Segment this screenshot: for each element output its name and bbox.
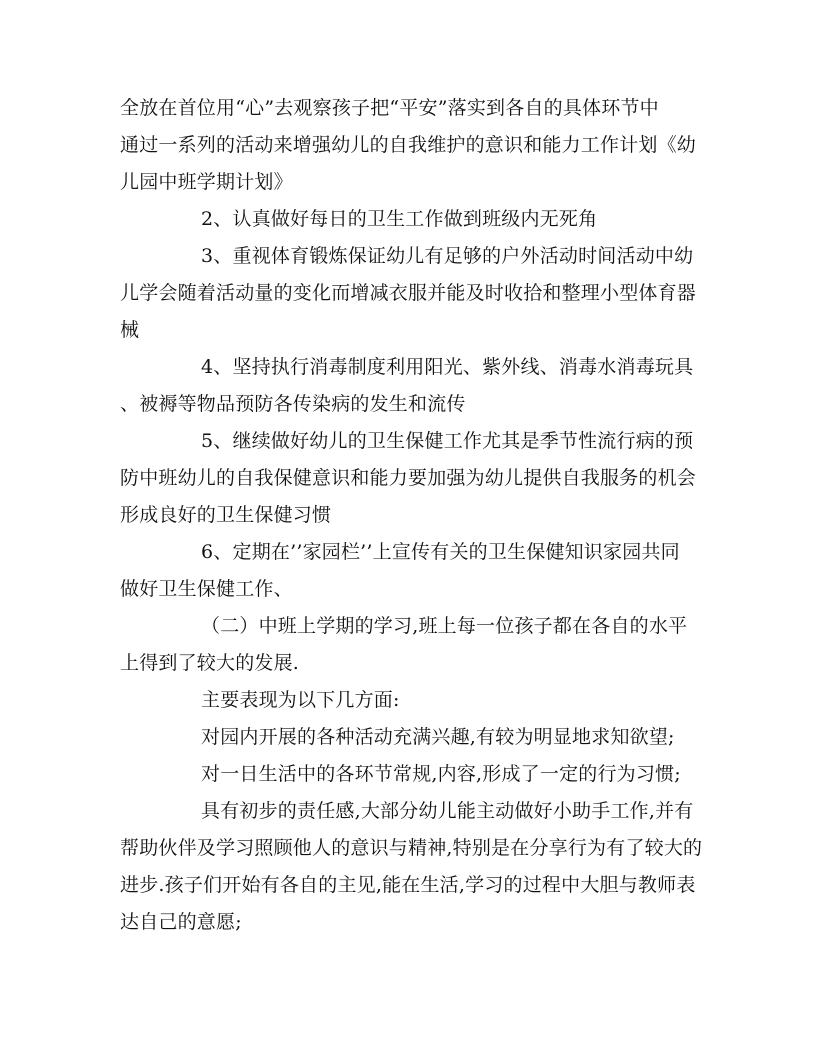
text-line: 儿学会随着活动量的变化而增减衣服并能及时收拾和整理小型体育器 [120, 282, 697, 304]
text-line: 防中班幼儿的自我保健意识和能力要加强为幼儿提供自我服务的机会 [120, 467, 697, 489]
text-line: （二）中班上学期的学习,班上每一位孩子都在各自的水平 [201, 615, 688, 637]
text-line: 做好卫生保健工作、 [120, 578, 293, 600]
text-line: 形成良好的卫生保健习惯 [120, 504, 332, 526]
text-line: 达自己的意愿; [120, 911, 242, 933]
text-line: 对一日生活中的各环节常规,内容,形成了一定的行为习惯; [201, 763, 681, 785]
text-line: 5、继续做好幼儿的卫生保健工作尤其是季节性流行病的预 [201, 430, 694, 452]
text-line: 3、重视体育锻炼保证幼儿有足够的户外活动时间活动中幼 [201, 245, 694, 267]
text-line: 进步.孩子们开始有各自的主见,能在生活,学习的过程中大胆与教师表 [120, 874, 696, 896]
text-line: 具有初步的责任感,大部分幼儿能主动做好小助手工作,并有 [201, 800, 694, 822]
text-line: 通过一系列的活动来增强幼儿的自我维护的意识和能力工作计划《幼 [120, 134, 697, 156]
text-line: 对园内开展的各种活动充满兴趣,有较为明显地求知欲望; [201, 726, 675, 748]
text-line: 械 [120, 319, 140, 341]
text-line: 主要表现为以下几方面: [201, 689, 400, 711]
text-line: 、被褥等物品预防各传染病的发生和流传 [120, 393, 466, 415]
text-line: 2、认真做好每日的卫生工作做到班级内无死角 [201, 208, 598, 230]
text-line: 上得到了较大的发展. [120, 652, 300, 674]
text-line: 全放在首位用“心”去观察孩子把“平安”落实到各自的具体环节中 [120, 97, 659, 119]
text-line: 儿园中班学期计划》 [120, 171, 293, 193]
text-line: 帮助伙伴及学习照顾他人的意识与精神,特别是在分享行为有了较大的 [120, 837, 703, 859]
text-line: 4、坚持执行消毒制度利用阳光、紫外线、消毒水消毒玩具 [201, 356, 694, 378]
text-line: 6、定期在’’家园栏’’上宣传有关的卫生保健知识家园共同 [201, 541, 680, 563]
